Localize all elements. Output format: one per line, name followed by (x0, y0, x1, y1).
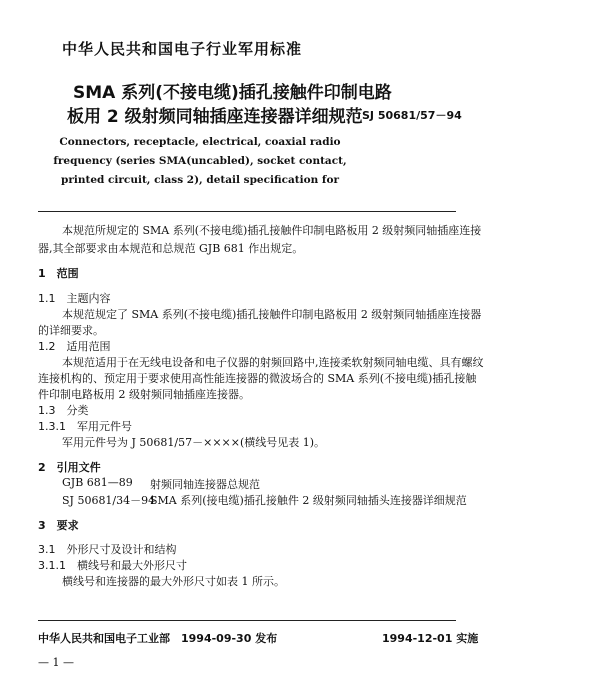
section-3-1-1-text: 横线号和连接器的最大外形尺寸如表 1 所示。 (62, 575, 285, 588)
section-1-3-1-text: 军用元件号为 J 50681/57－××××(横线号见表 1)。 (62, 436, 326, 449)
reference-code: SJ 50681/34－94 (62, 494, 156, 507)
section-1-2-text-1: 本规范适用于在无线电设备和电子仪器的射频回路中,连接柔软射频同轴电缆、具有螺纹 (62, 356, 484, 369)
section-1-1-text-2: 的详细要求。 (38, 324, 104, 337)
page-number: — 1 — (38, 656, 74, 669)
section-1-1-text-1: 本规范规定了 SMA 系列(不接电缆)插孔接触件印制电路板用 2 级射频同轴插座连接器 (62, 308, 482, 321)
intro-line-2: 器,其全部要求由本规范和总规范 GJB 681 作出规定。 (38, 242, 304, 255)
standard-heading: 中华人民共和国电子行业军用标准 (62, 40, 303, 58)
section-1-2-heading: 1.2 适用范围 (38, 340, 111, 353)
section-3-heading: 3 要求 (38, 519, 79, 532)
footer-divider (38, 620, 456, 621)
section-1-3-heading: 1.3 分类 (38, 404, 89, 417)
issue-date: 中华人民共和国电子工业部 1994-09-30 发布 (38, 632, 278, 645)
english-title-line-3: printed circuit, class 2), detail specification for (60, 174, 339, 186)
title-line-2: 板用 2 级射频同轴插座连接器详细规范 (67, 107, 363, 127)
english-title-line-2: frequency (series SMA(uncabled), socket contact, (53, 155, 347, 167)
section-1-2-text-3: 件印制电路板用 2 级射频同轴插座连接器。 (38, 388, 250, 401)
header-divider (38, 211, 456, 212)
reference-title: 射频同轴连接器总规范 (150, 478, 260, 491)
section-1-2-text-2: 连接机构的、预定用于要求使用高性能连接器的微波场合的 SMA 系列(不接电缆)插孔接触 (38, 372, 477, 385)
reference-code: GJB 681—89 (62, 476, 133, 489)
intro-line-1: 本规范所规定的 SMA 系列(不接电缆)插孔接触件印制电路板用 2 级射频同轴插座连接 (62, 224, 482, 237)
title-line-1: SMA 系列(不接电缆)插孔接触件印制电路 (73, 83, 392, 103)
reference-title: SMA 系列(接电缆)插孔接触件 2 级射频同轴插头连接器详细规范 (150, 494, 467, 507)
section-1-1-heading: 1.1 主题内容 (38, 292, 111, 305)
section-1-heading: 1 范围 (38, 267, 79, 280)
section-1-3-1-heading: 1.3.1 军用元件号 (38, 420, 132, 433)
section-2-heading: 2 引用文件 (38, 461, 101, 474)
effective-date: 1994-12-01 实施 (382, 632, 479, 645)
english-title-line-1: Connectors, receptacle, electrical, coaxial radio (59, 136, 341, 148)
section-3-1-heading: 3.1 外形尺寸及设计和结构 (38, 543, 177, 556)
section-3-1-1-heading: 3.1.1 横线号和最大外形尺寸 (38, 559, 187, 572)
standard-number: SJ 50681/57－94 (362, 109, 462, 122)
